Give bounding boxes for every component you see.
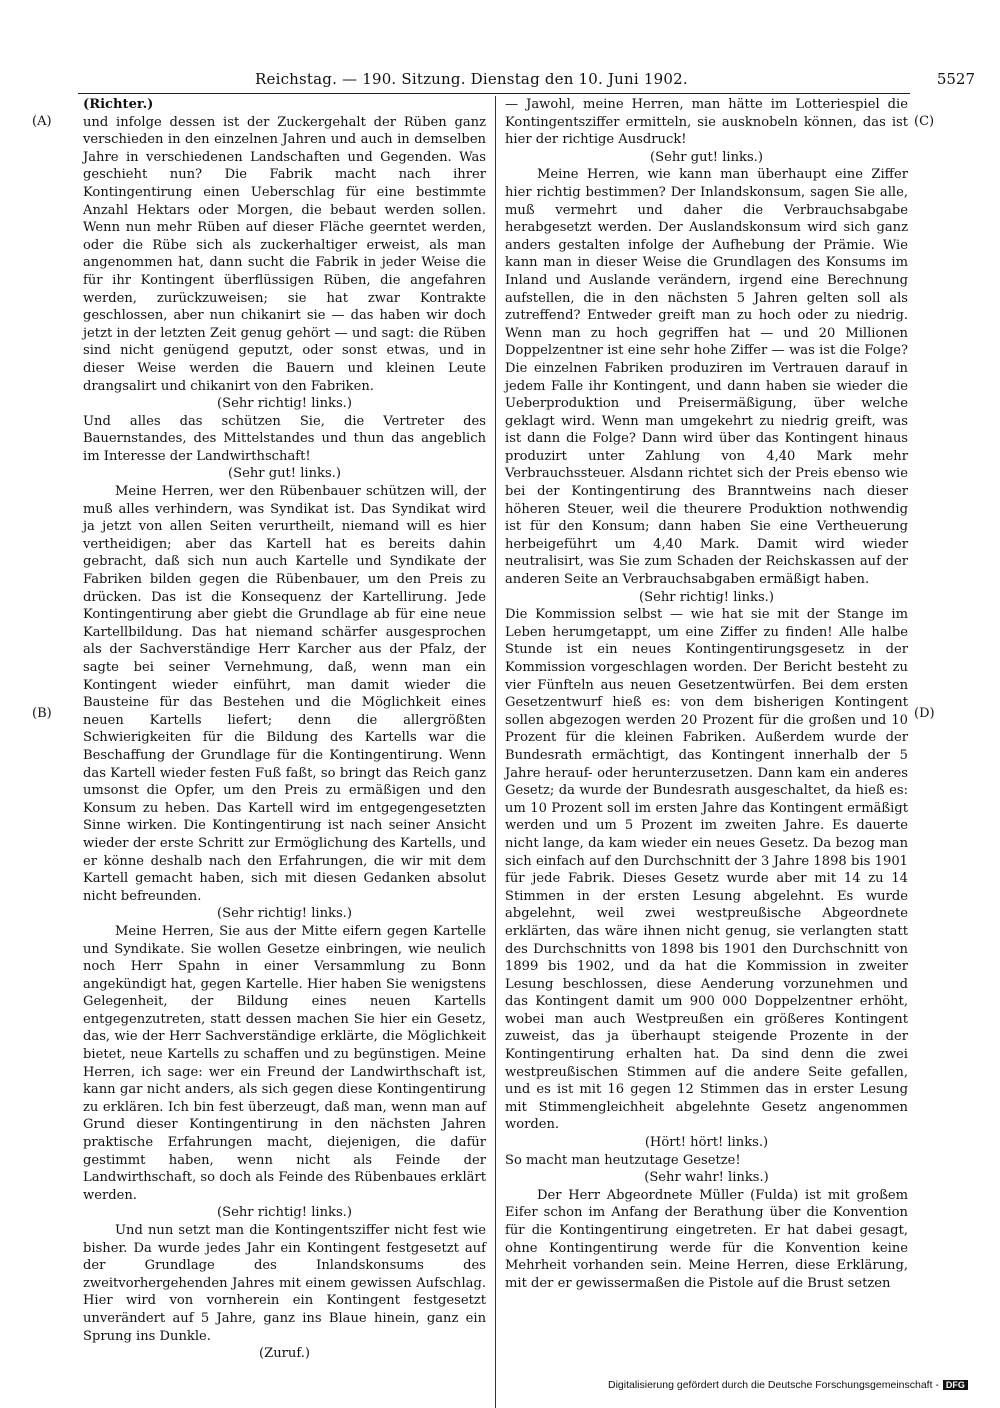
paragraph: Meine Herren, Sie aus der Mitte eifern gegen Kartelle und Syndikate. Sie wollen Gesetze einbringen, wie neulich noch Herr Spahn in einer Versammlung zu Bonn angekündigt hat, gegen Kartelle. Hier haben Sie wenigstens Gelegenheit, der Bildung eines neuen Kartells entgegenzutreten, statt dessen machen Sie hier ein Gesetz, das, wie der Herr Sachverständige erklärte, die Möglichkeit bietet, neue Kartells zu schaffen und zu begünstigen. Meine Herren, ich sage: wer ein Freund der Landwirthschaft ist, kann gar nicht anders, als sich gegen diese Kontingentirung zu erklären. Ich bin fest überzeugt, daß man, wenn man auf Grund dieser Kontingentirung in den nächsten Jahren praktische Erfahrungen macht, diejenigen, die dafür gestimmt haben, wenn nicht als Feinde der Landwirthschaft, so doch als Feinde des Rübenbaues erklärt werden.	[83, 923, 486, 1203]
speaker-name: (Richter.)	[83, 97, 154, 112]
margin-mark-c: (C)	[914, 114, 935, 129]
paragraph: Meine Herren, wer den Rübenbauer schützen will, der muß alles verhindern, was Syndikat ist. Das Syndikat wird ja jetzt von allen Seiten verurtheilt, niemand will es hier vertheidigen; aber das Kartell hat es bereits dahin gebracht, daß sich nun auch Kartelle und Syndikate der Fabriken bilden gegen die Rübenbauer, um den Preis zu drücken. Das ist die Konsequenz der Kartellirung. Jede Kontingentirung aber giebt die Grundlage ab für eine neue Kartellbildung. Das hat niemand schärfer ausgesprochen als der Sachverständige Herr Karcher aus der Pfalz, der sagte bei seiner Vernehmung, daß, wenn man ein Kontingent wieder einführt, man damit wieder die Bausteine für das Bestehen und die Möglichkeit eines neuen Kartells liefert; denn die allergrößten Schwierigkeiten für die Bildung des Kartells war die Beschaffung der Grundlage für die Kontingentirung. Wenn das Kartell wieder festen Fuß faßt, so bringt das Reich ganz umsonst die Opfer, um den Preis zu ermäßigen und den Konsum zu heben. Das Kartell wird im entgegengesetzten Sinne wirken. Die Kontingentirung ist nach seiner Ansicht wieder der erste Schritt zur Ermöglichung des Kartells, und er könne deshalb nach den Erfahrungen, die wir mit dem Kartell gemacht haben, sich mit diesen Gedanken absolut nicht befreunden.	[83, 484, 486, 904]
interjection: (Sehr wahr! links.)	[644, 1170, 769, 1186]
interjection: (Zuruf.)	[259, 1346, 310, 1362]
paragraph: Und nun setzt man die Kontingentsziffer nicht fest wie bisher. Da wurde jedes Jahr ein Kontingent festgesetzt auf der Grundlage des Inlandskonsums des zweitvorhergehenden Jahres mit einem gewissen Aufschlag. Hier wird von vornherein ein Kontingent festgesetzt unverändert auf 5 Jahre, ganz ins Blaue hinein, ganz ein Sprung ins Dunkle.	[83, 1223, 486, 1344]
paragraph: und infolge dessen ist der Zuckergehalt der Rüben ganz verschieden in den einzelnen Jahren und auch in demselben Jahre in verschiedenen Landschaften und Gegenden. Was geschieht nun? Die Fabrik macht nach ihrer Kontingentirung einen Ueberschlag für eine bestimmte Anzahl Hektars oder Morgen, die bebaut werden sollen. Wenn nun mehr Rüben auf dieser Fläche geerntet werden, oder die Rübe sich als zuckerhaltiger erweist, als man angenommen hat, dann sucht die Fabrik in jeder Weise die für ihr Kontingent überflüssigen Rüben, die angefahren werden, zurückzuweisen; sie hat zwar Kontrakte geschlossen, aber nun chikanirt sie — das haben wir doch jetzt in der letzten Zeit genug gehört — und sagt: die Rüben sind nicht genügend geputzt, oder sonst etwas, und in dieser Weise werden die Bauern und kleinen Leute drangsalirt und chikanirt von den Fabriken.	[83, 114, 486, 394]
interjection: (Sehr richtig! links.)	[639, 589, 774, 605]
interjection: (Sehr richtig! links.)	[217, 396, 352, 412]
interjection: (Sehr gut! links.)	[650, 149, 763, 165]
paragraph: Die Kommission selbst — wie hat sie mit der Stange im Leben herumgetappt, um eine Ziffer zu finden! Alle halbe Stunde ist ein neues Kontingentirungsgesetz in der Kommission vorgeschlagen worden. Der Bericht besteht zu vier Fünfteln aus neuen Gesetzentwürfen. Bei dem ersten Gesetzentwurf hieß es: von dem bisherigen Kontingent sollen abgezogen werden 20 Prozent für die großen und 10 Prozent für die kleinen Fabriken. Außerdem wurde der Bundesrath ermächtigt, das Kontingent innerhalb der 5 Jahre herauf- oder herunterzusetzen. Dann kam ein anderes Gesetz; da wurde der Bundesrath ausgeschaltet, da hieß es: um 10 Prozent soll im ersten Jahre das Kontingent ermäßigt werden und um 5 Prozent im zweiten Jahre. Es dauerte nicht lange, da kam wieder ein neues Gesetz. Da bezog man sich einfach auf den Durchschnitt der 3 Jahre 1898 bis 1901 für jede Fabrik. Dieses Gesetz wurde aber mit 14 zu 14 Stimmen in der ersten Lesung abgelehnt. Es wurde abgelehnt, weil zwei westpreußische Abgeordnete erklärten, das wäre ihnen nicht genug, sie verlangten statt des Durchschnitts von 1898 bis 1901 den Durchschnitt von 1899 bis 1902, und da hat die Kommission in zweiter Lesung beschlossen, diese Aenderung vorzunehmen und das Kontingent damit um 900 000 Doppelzentner erhöht, wobei man auch Westpreußen ein größeres Kontingent zuweist, das ja überhaupt steigende Prozente in der Kontingentirung erhalten hat. Da sind denn die zwei westpreußischen Stimmen auf die andere Seite gefallen, und es ist mit 16 gegen 12 Stimmen das in erster Lesung mit Stimmengleichheit abgelehnte Gesetz angenommen worden.	[505, 607, 908, 1133]
digitization-credit	[608, 1379, 968, 1391]
page-number: 5527	[936, 70, 975, 88]
paragraph: Meine Herren, wie kann man überhaupt eine Ziffer hier richtig bestimmen? Der Inlandskonsum, sagen Sie alle, muß vermehrt und daher die Verbrauchsabgabe herabgesetzt werden. Der Auslandskonsum wird sich ganz anders gestalten infolge der Aufhebung der Prämie. Wie kann man in dieser Weise die Grundlagen des Konsums im Inland und Auslande verändern, irgend eine Berechnung aufstellen, die in den nächsten 5 Jahren gelten soll als zutreffend? Entweder greift man zu hoch oder zu niedrig. Wenn man zu hoch gegriffen hat — und 20 Millionen Doppelzentner ist eine sehr hohe Ziffer — was ist die Folge? Die einzelnen Fabriken produziren im Vertrauen darauf in jedem Falle ihr Kontingent, und dann haben sie wieder die Ueberproduktion und Preisermäßigung, über welche geklagt wird. Wenn man umgekehrt zu niedrig greift, was ist dann die Folge? Dann wird über das Kontingent hinaus produzirt unter Zahlung von 4,40 Mark mehr Verbrauchssteuer. Alsdann richtet sich der Preis ebenso wie bei der Kontingentirung des Branntweins nach dieser höheren Steuer, weil die theurere Produktion nothwendig ist für den Konsum; dann haben Sie eine Vertheuerung herbeigeführt um 4,40 Mark. Damit wird wieder neutralisirt, was Sie zum Schaden der Reichskassen auf der anderen Seite an Verbrauchsabgaben ermäßigt haben.	[505, 167, 908, 588]
interjection: (Sehr richtig! links.)	[217, 906, 352, 922]
right-column	[505, 96, 908, 1292]
interjection: (Hört! hört! links.)	[644, 1135, 769, 1151]
margin-mark-a: (A)	[32, 114, 52, 129]
left-column	[83, 96, 486, 1363]
margin-mark-d: (D)	[914, 706, 935, 721]
credit-text: Digitalisierung gefördert durch die Deutsche Forschungsgemeinschaft -	[608, 1379, 939, 1391]
paragraph: — Jawohl, meine Herren, man hätte im Lotteriespiel die Kontingentsziffer ermitteln, sie ausknobeln können, das ist hier der richtige Ausdruck!	[505, 97, 908, 148]
dfg-logo: DFG	[943, 1380, 968, 1390]
page-title: Reichstag. — 190. Sitzung. Dienstag den 10. Juni 1902.	[255, 70, 688, 88]
margin-mark-b: (B)	[32, 706, 52, 721]
header-rule	[78, 93, 910, 94]
paragraph: So macht man heutzutage Gesetze!	[505, 1152, 741, 1168]
paragraph: Der Herr Abgeordnete Müller (Fulda) ist mit großem Eifer schon im Anfang der Berathung über die Konvention für die Kontingentirung eingetreten. Er hat dabei gesagt, ohne Kontingentirung werde für die Konvention keine Mehrheit vorhanden sein. Meine Herren, diese Erklärung, mit der er gewissermaßen die Pistole auf die Brust setzen	[505, 1187, 908, 1291]
interjection: (Sehr gut! links.)	[228, 466, 341, 482]
paragraph: Und alles das schützen Sie, die Vertreter des Bauernstandes, des Mittelstandes und thun das angeblich im Interesse der Landwirthschaft!	[83, 413, 486, 464]
interjection: (Sehr richtig! links.)	[217, 1205, 352, 1221]
column-divider	[495, 96, 496, 1408]
